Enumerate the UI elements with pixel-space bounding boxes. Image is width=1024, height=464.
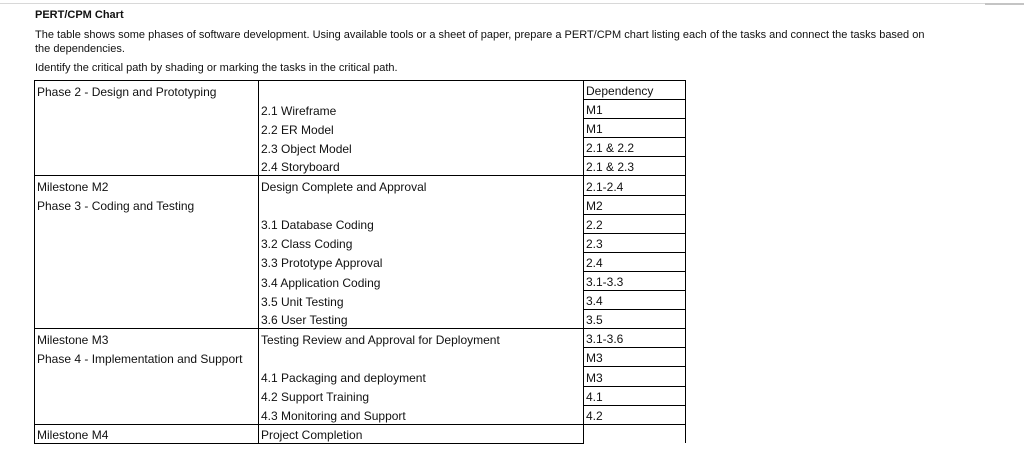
- table-row: [35, 100, 686, 119]
- phase-cell: Milestone M2: [35, 176, 259, 195]
- table-row: [35, 367, 686, 386]
- table-row: [35, 291, 686, 310]
- instruction-text: Identify the critical path by shading or marking the tasks in the critical path.: [35, 62, 398, 74]
- table-row: [35, 176, 686, 195]
- task-cell: 2.4 Storyboard: [259, 157, 584, 176]
- dependency-cell: 2.3: [584, 233, 686, 252]
- task-cell: Testing Review and Approval for Deployment: [261, 332, 500, 347]
- dependency-cell: 2.1-2.4: [584, 176, 686, 195]
- phase-cell: Milestone M4: [35, 424, 259, 443]
- task-cell: 3.2 Class Coding: [261, 237, 353, 252]
- phase-cell: [35, 233, 259, 252]
- table-row: [35, 119, 686, 138]
- task-cell: 2.3 Object Model: [261, 141, 352, 156]
- dependency-cell: Dependency: [584, 81, 686, 100]
- table-row: [35, 138, 686, 157]
- phase-cell: [35, 138, 259, 157]
- dependency-cell: 2.1 & 2.2: [584, 138, 686, 157]
- phase-cell: [35, 252, 259, 271]
- table-row: [35, 252, 686, 271]
- phase-cell: Phase 3 - Coding and Testing: [35, 195, 259, 214]
- page-title: PERT/CPM Chart: [35, 9, 124, 21]
- intro-paragraph: The table shows some phases of software development. Using available tools or a sheet of paper, prepare a PERT/CPM chart listing each of the tasks and connect the tasks based on the dependencies.: [35, 29, 925, 55]
- dependency-cell: 3.1-3.6: [584, 329, 686, 348]
- task-cell: 4.1 Packaging and deployment: [261, 371, 426, 385]
- dependency-cell: M2: [584, 195, 686, 214]
- table-row: [35, 310, 686, 329]
- phase-cell: Milestone M3: [35, 329, 259, 348]
- phase-cell: [35, 291, 259, 310]
- dependency-cell: 2.1 & 2.3: [584, 157, 686, 176]
- table-row: [35, 214, 686, 233]
- dependency-cell: [584, 424, 686, 443]
- task-cell: Design Complete and Approval: [261, 180, 427, 195]
- phase-cell: [35, 405, 259, 424]
- phase-cell: Phase 2 - Design and Prototyping: [35, 81, 259, 100]
- pert-task-table: [34, 80, 686, 444]
- table-row: [35, 386, 686, 405]
- task-cell: 3.1 Database Coding: [261, 218, 374, 233]
- dependency-cell: 4.1: [584, 386, 686, 405]
- task-cell: 4.2 Support Training: [261, 390, 370, 405]
- task-cell: 2.1 Wireframe: [261, 103, 337, 118]
- task-cell: Project Completion: [259, 424, 584, 443]
- dependency-cell: 2.4: [584, 252, 686, 271]
- dependency-cell: 3.4: [584, 291, 686, 310]
- dependency-cell: 3.5: [584, 310, 686, 329]
- dependency-cell: M3: [584, 367, 686, 386]
- task-cell: 3.3 Prototype Approval: [261, 256, 383, 271]
- phase-cell: [35, 271, 259, 290]
- dependency-cell: 4.2: [584, 405, 686, 424]
- table-row: [35, 348, 686, 367]
- task-cell: 4.3 Monitoring and Support: [259, 405, 584, 424]
- table-row: [35, 81, 686, 100]
- top-divider-accent: [985, 3, 1024, 5]
- dependency-cell: 3.1-3.3: [584, 271, 686, 290]
- task-cell: 3.6 User Testing: [259, 310, 584, 329]
- table-row: [35, 329, 686, 348]
- task-cell: [259, 81, 584, 100]
- table-row: [35, 195, 686, 214]
- table-row: [35, 233, 686, 252]
- phase-cell: [35, 310, 259, 329]
- task-cell: [259, 348, 584, 367]
- phase-cell: [35, 386, 259, 405]
- table-row: [35, 157, 686, 176]
- phase-cell: [35, 119, 259, 138]
- dependency-cell: M3: [584, 348, 686, 367]
- dependency-cell: M1: [584, 119, 686, 138]
- phase-cell: [35, 157, 259, 176]
- phase-cell: [35, 100, 259, 119]
- table-row: [35, 424, 686, 443]
- task-cell: 3.4 Application Coding: [261, 275, 381, 290]
- dependency-cell: 2.2: [584, 214, 686, 233]
- table-row: [35, 405, 686, 424]
- task-cell: 3.5 Unit Testing: [261, 294, 344, 309]
- phase-cell: [35, 214, 259, 233]
- table-row: [35, 271, 686, 290]
- top-divider: [0, 3, 1024, 4]
- task-cell: [259, 195, 584, 214]
- dependency-cell: M1: [584, 100, 686, 119]
- phase-cell: [35, 367, 259, 386]
- task-cell: 2.2 ER Model: [261, 122, 334, 137]
- phase-cell: Phase 4 - Implementation and Support: [35, 348, 259, 367]
